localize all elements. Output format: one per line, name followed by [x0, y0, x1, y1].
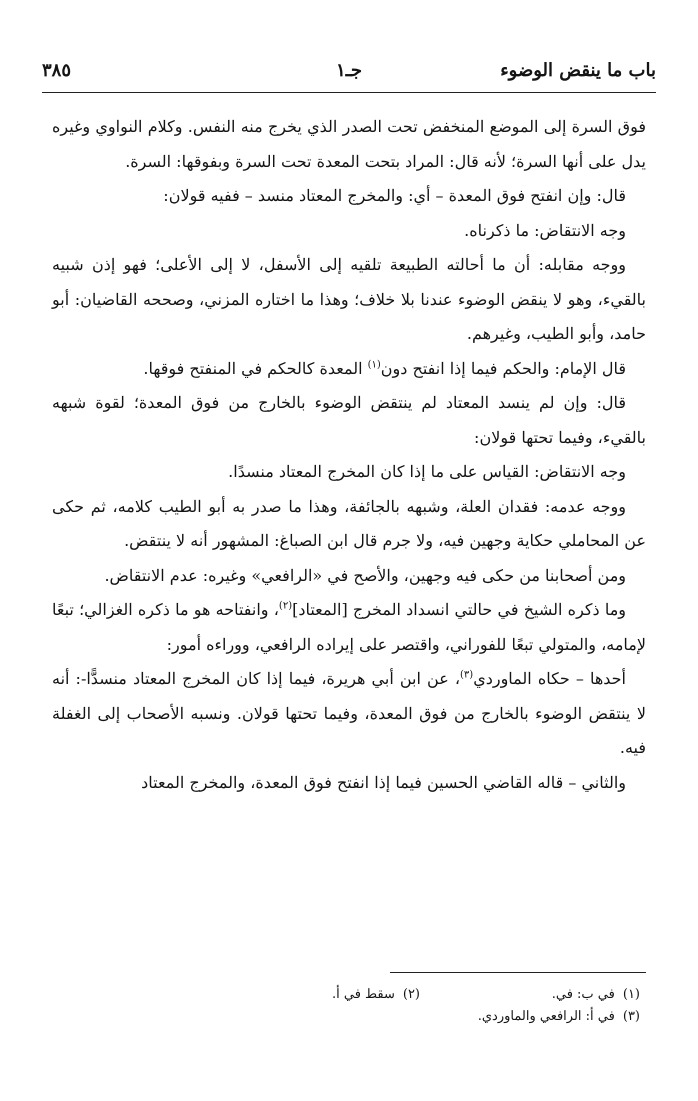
- footnote-divider: [390, 972, 646, 973]
- footnote-ref-2: (٢): [278, 600, 293, 612]
- header-divider: [42, 92, 656, 93]
- paragraph-10-text-a: وما ذكره الشيخ في حالتي انسداد المخرج [المعتاد]: [292, 600, 627, 619]
- paragraph-3: وجه الانتقاض: ما ذكرناه.: [464, 220, 626, 240]
- paragraph-11-text-a: أحدها – حكاه الماوردي: [473, 669, 627, 688]
- running-header: [42, 60, 656, 94]
- paragraph-7: وجه الانتقاض: القياس على ما إذا كان المخرج المعتاد منسدًا.: [228, 462, 626, 481]
- paragraph-10: [52, 593, 646, 662]
- paragraph-12: والثاني – قاله القاضي الحسين فيما إذا انفتح فوق المعدة، والمخرج المعتاد: [141, 772, 626, 792]
- footnote-text: في أ: الرافعي والماوردي.: [477, 1009, 615, 1024]
- paragraph-5: [52, 352, 646, 387]
- footnote-ref-3: (٣): [460, 669, 474, 681]
- paragraph-8: ووجه عدمه: فقدان العلة، وشبهه بالجائفة، وهذا ما صدر به أبو الطيب كلامه، ثم حكى عن المحاملي حكاية وجهين فيه، ولا جرم قال ابن الصباغ: المشهور أنه لا ينتقض.: [52, 496, 646, 550]
- footnote-number: (٣): [622, 1009, 640, 1024]
- main-text: [52, 110, 646, 800]
- footnote-2: [332, 984, 420, 1006]
- paragraph-2: قال: وإن انفتح فوق المعدة – أي: والمخرج المعتاد منسد – ففيه قولان:: [163, 186, 626, 205]
- footnote-number: (١): [622, 987, 640, 1002]
- footnote-row: [52, 984, 646, 1006]
- chapter-title: باب ما ينقض الوضوء: [500, 60, 656, 81]
- footnote-text: في ب: في.: [551, 987, 615, 1002]
- footnote-number: (٢): [402, 987, 420, 1002]
- page-number: ٣٨٥: [42, 60, 72, 81]
- paragraph-9: ومن أصحابنا من حكى فيه وجهين، والأصح في «الرافعي» وغيره: عدم الانتقاض.: [104, 565, 626, 585]
- footnote-3: [478, 1006, 640, 1028]
- volume-label: جـ١: [335, 60, 363, 81]
- footnote-row: [52, 1006, 646, 1028]
- footnote-text: سقط في أ.: [331, 987, 395, 1002]
- footnotes: [52, 984, 646, 1028]
- paragraph-4: ووجه مقابله: أن ما أحالته الطبيعة تلقيه إلى الأسفل، لا إلى الأعلى؛ فهو إذن شبيه بالقيء، وهو لا ينقض الوضوء عندنا بلا خلاف؛ وهذا ما اختاره المزني، وصححه القاضيان: أبو حامد، وأبو الطيب، وغيرهم.: [52, 255, 647, 343]
- paragraph-5-text-b: المعدة كالحكم في المنفتح فوقها.: [143, 358, 368, 378]
- paragraph-11: [52, 662, 646, 766]
- paragraph-10-text-b: ، وانفتاحه هو ما ذكره الغزالي؛ تبعًا لإمامه، والمتولي تبعًا للفوراني، واقتصر على إيراده الرافعي، ووراءه أمور:: [52, 600, 646, 654]
- footnote-ref-1: (١): [367, 359, 381, 371]
- paragraph-1: فوق السرة إلى الموضع المنخفض تحت الصدر الذي يخرج منه النفس. وكلام النواوي وغيره يدل على أنها السرة؛ لأنه قال: المراد بتحت المعدة تحت السرة وبفوقها: السرة.: [52, 117, 646, 171]
- paragraph-11-text-b: ، عن ابن أبي هريرة، فيما إذا كان المخرج المعتاد منسدًّا-: أنه لا ينتقض الوضوء بالخارج من فوق المعدة، وفيما تحتها قولان. ونسبه الأصحاب إلى الغفلة فيه.: [52, 669, 646, 757]
- paragraph-6: قال: وإن لم ينسد المعتاد لم ينتقض الوضوء بالخارج من فوق المعدة؛ لقوة شبهه بالقيء، وفيما تحتها قولان:: [52, 393, 646, 447]
- paragraph-5-text-a: قال الإمام: والحكم فيما إذا انفتح دون: [380, 358, 626, 378]
- footnote-1: [552, 984, 640, 1006]
